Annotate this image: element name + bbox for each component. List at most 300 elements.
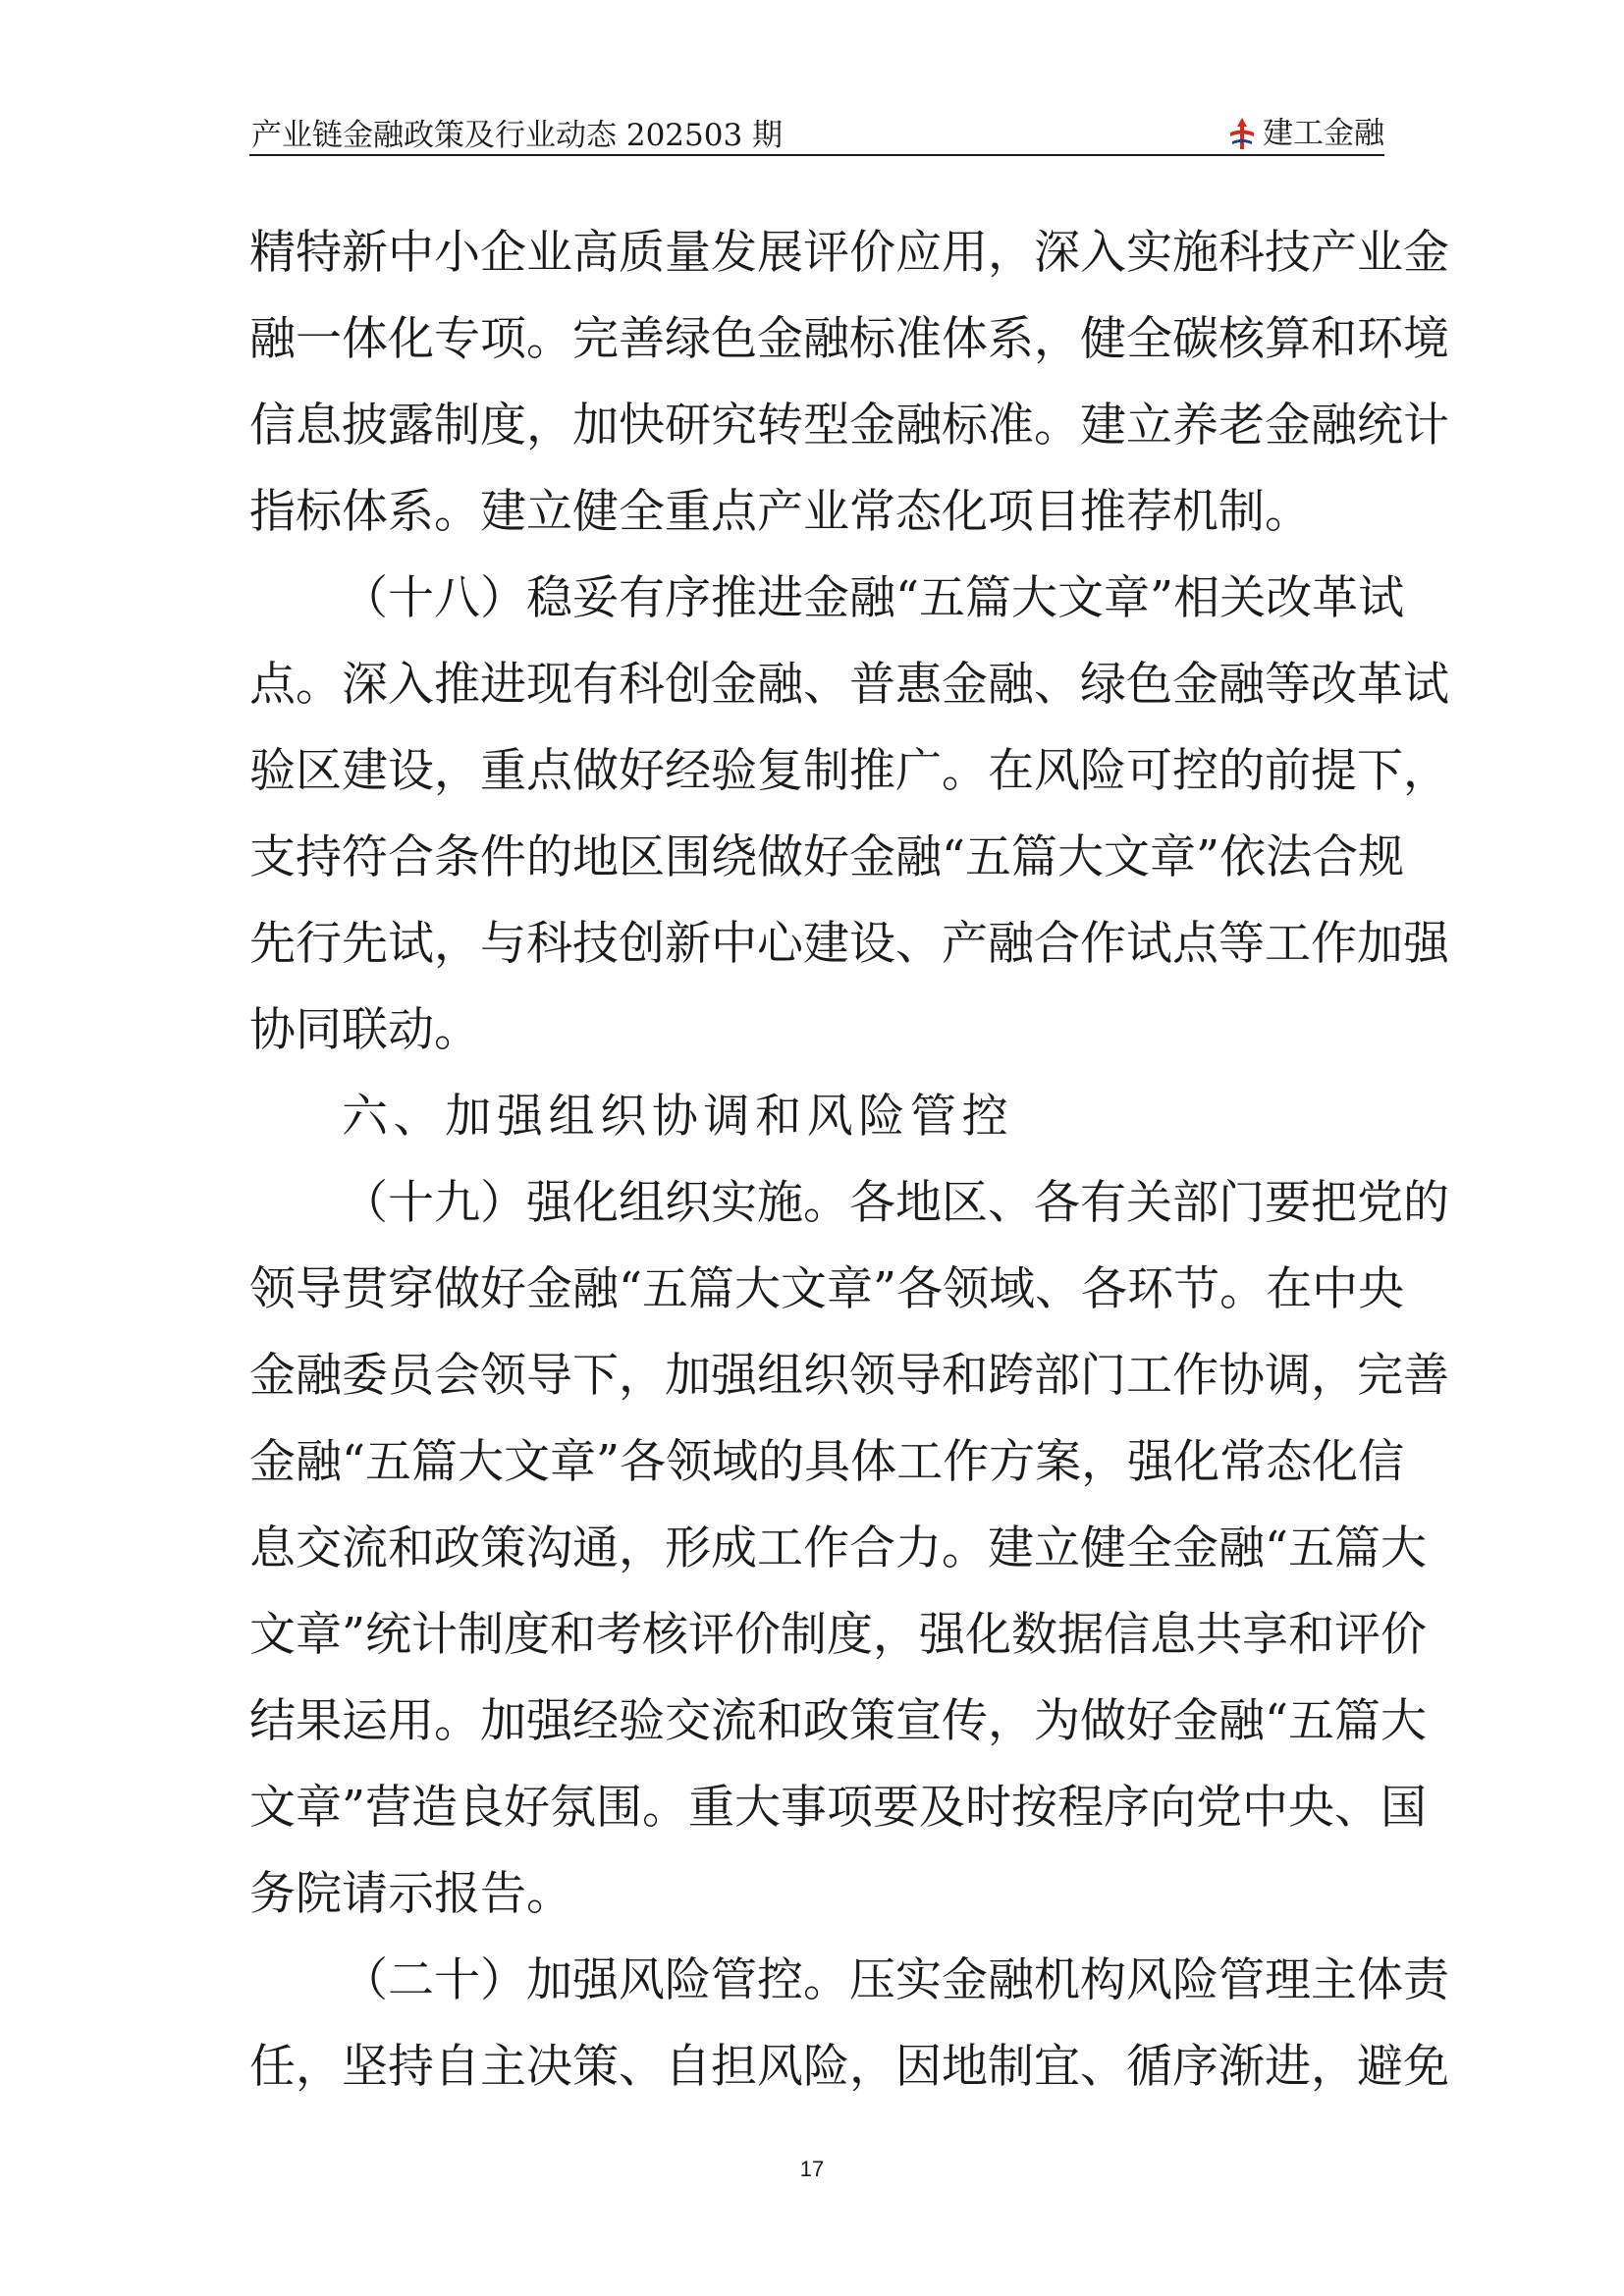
text-glyph: 风 <box>757 2040 803 2094</box>
text-glyph: 门 <box>1080 1349 1126 1403</box>
text-glyph: 惠 <box>895 658 942 712</box>
text-glyph: 融 <box>988 658 1034 712</box>
text-glyph: 统 <box>365 1608 412 1662</box>
text-glyph: 用 <box>388 1694 434 1748</box>
text-glyph: 章 <box>1150 830 1197 884</box>
text-glyph: 交 <box>665 1694 711 1748</box>
text-glyph: 风 <box>1034 744 1080 798</box>
text-glyph: 据 <box>1057 1608 1105 1662</box>
text-glyph: 、 <box>1080 2040 1126 2094</box>
text-glyph: 、 <box>1334 1781 1381 1835</box>
text-glyph: 领 <box>943 1262 990 1316</box>
text-glyph: 健 <box>1080 1522 1126 1575</box>
text-glyph: 组 <box>757 1349 803 1403</box>
text-glyph: 风 <box>1126 1953 1172 2007</box>
text-glyph: 用 <box>942 226 988 280</box>
text-glyph: 特 <box>296 226 342 280</box>
text-glyph: 区 <box>296 744 342 798</box>
text-glyph: 文 <box>249 1608 296 1662</box>
text-glyph: “ <box>342 1435 366 1489</box>
text-glyph: 中 <box>1312 1262 1359 1316</box>
text-glyph: 党 <box>1196 1781 1243 1835</box>
text-glyph: 标 <box>849 312 895 366</box>
text-glyph: 八 <box>434 571 480 625</box>
text-glyph: 绿 <box>665 312 711 366</box>
text-glyph: 产 <box>942 917 988 971</box>
text-glyph: 沟 <box>526 1522 572 1575</box>
text-glyph: 各 <box>620 1435 667 1489</box>
text-glyph: 化 <box>388 312 434 366</box>
text-glyph: ， <box>526 399 572 453</box>
text-glyph: ” <box>873 1262 897 1316</box>
text-glyph: （ <box>342 571 388 625</box>
text-glyph: 融 <box>849 571 895 625</box>
text-glyph: 九 <box>434 1176 480 1230</box>
text-glyph: 主 <box>1311 1953 1357 2007</box>
text-glyph: 创 <box>619 917 665 971</box>
text-glyph: 的 <box>758 1435 805 1489</box>
text-glyph: 养 <box>1172 399 1218 453</box>
text-glyph: 五 <box>1288 1522 1335 1575</box>
text-glyph: 章 <box>1104 571 1151 625</box>
text-glyph: 宜 <box>1034 2040 1080 2094</box>
text-glyph: 快 <box>619 399 665 453</box>
text-glyph: 型 <box>803 399 849 453</box>
text-glyph: 披 <box>342 399 388 453</box>
text-glyph: 制 <box>988 2040 1034 2094</box>
text-glyph: 合 <box>388 830 434 884</box>
text-glyph: 评 <box>1334 1608 1381 1662</box>
text-glyph: 五 <box>365 1435 412 1489</box>
text-glyph: 织 <box>803 1349 849 1403</box>
text-glyph: 策 <box>572 2040 619 2094</box>
text-glyph: 做 <box>757 830 803 884</box>
text-glyph: 革 <box>1357 658 1403 712</box>
text-glyph: 大 <box>1380 1694 1428 1748</box>
text-glyph: 设 <box>388 744 434 798</box>
text-glyph: 金 <box>249 1349 296 1403</box>
text-glyph: 大 <box>1011 571 1058 625</box>
text-glyph: 数 <box>1011 1608 1058 1662</box>
text-glyph: 考 <box>596 1608 643 1662</box>
text-glyph: 高 <box>572 226 619 280</box>
text-glyph: 强 <box>526 1694 572 1748</box>
text-glyph: 妥 <box>572 571 619 625</box>
text-glyph: 一 <box>296 312 342 366</box>
text-glyph: 精 <box>249 226 296 280</box>
text-glyph: 、 <box>895 917 942 971</box>
text-glyph: 门 <box>1218 1176 1265 1230</box>
text-glyph: 金 <box>803 571 849 625</box>
text-glyph: 建 <box>988 1522 1034 1575</box>
text-glyph: 金 <box>1265 399 1311 453</box>
text-glyph: 先 <box>249 917 296 971</box>
text-glyph: 环 <box>1357 312 1403 366</box>
text-line <box>249 728 1449 815</box>
text-glyph: 、 <box>803 658 849 712</box>
text-glyph: 加 <box>572 399 619 453</box>
text-glyph: 通 <box>572 1522 619 1575</box>
text-line <box>249 988 1384 1074</box>
text-glyph: 展 <box>757 226 803 280</box>
text-glyph: 领 <box>249 1262 296 1316</box>
text-glyph: 相 <box>1173 571 1220 625</box>
text-glyph: 节 <box>1173 1262 1220 1316</box>
text-glyph: 息 <box>249 1522 296 1575</box>
text-glyph: 计 <box>1403 399 1449 453</box>
text-glyph: 金 <box>849 830 895 884</box>
text-glyph: 善 <box>1403 1349 1449 1403</box>
text-glyph: 和 <box>1288 1608 1335 1662</box>
text-glyph: 与 <box>480 917 526 971</box>
text-glyph: 围 <box>596 1781 643 1835</box>
text-glyph: ， <box>1034 312 1080 366</box>
text-glyph: 篇 <box>1334 1694 1381 1748</box>
text-glyph: 区 <box>942 1176 988 1230</box>
text-glyph: 强 <box>1403 917 1449 971</box>
text-glyph: 融 <box>988 917 1034 971</box>
text-glyph: 进 <box>757 571 803 625</box>
text-glyph: 体 <box>850 1435 897 1489</box>
text-glyph: 依 <box>1219 830 1267 884</box>
text-glyph: 建 <box>1080 399 1126 453</box>
text-glyph: 央 <box>1358 1262 1405 1316</box>
text-glyph: 金 <box>249 1435 296 1489</box>
text-glyph: 息 <box>296 399 342 453</box>
text-glyph: ） <box>480 1953 526 2007</box>
text-glyph: 。 <box>1219 1262 1267 1316</box>
text-glyph: 立 <box>1034 1522 1080 1575</box>
text-glyph: 管 <box>1218 1953 1265 2007</box>
text-glyph: 。 <box>942 1522 988 1575</box>
text-glyph: 重 <box>480 744 526 798</box>
text-glyph: ， <box>1311 2040 1357 2094</box>
text-glyph: 融 <box>296 1435 342 1489</box>
text-glyph: 试 <box>1126 917 1172 971</box>
text-glyph: 进 <box>1265 2040 1311 2094</box>
text-glyph: 机 <box>1034 1953 1080 2007</box>
text-glyph: 关 <box>1219 571 1267 625</box>
text-glyph: 运 <box>342 1694 388 1748</box>
text-glyph: 入 <box>1080 226 1126 280</box>
text-glyph: 氛 <box>550 1781 597 1835</box>
text-glyph: 。 <box>296 658 342 712</box>
text-line <box>249 815 1405 901</box>
text-glyph: 围 <box>665 830 711 884</box>
text-line <box>249 1419 1405 1506</box>
text-glyph: 域 <box>989 1262 1036 1316</box>
text-glyph: 持 <box>296 830 342 884</box>
text-glyph: 量 <box>665 226 711 280</box>
text-glyph: 地 <box>895 1176 942 1230</box>
text-glyph: 体 <box>342 312 388 366</box>
text-glyph: 强 <box>526 1176 572 1230</box>
text-glyph: 策 <box>480 1522 526 1575</box>
text-glyph: 普 <box>849 658 895 712</box>
section-heading-text: 六、加强组织协调和风险管控 <box>342 1090 1014 1144</box>
text-glyph: 大 <box>734 1781 782 1835</box>
text-glyph: 工 <box>896 1435 944 1489</box>
text-glyph: 协 <box>1218 1349 1265 1403</box>
text-glyph: 和 <box>942 1349 988 1403</box>
text-glyph: 文 <box>781 1262 828 1316</box>
text-glyph: 下 <box>572 1349 619 1403</box>
text-glyph: 融 <box>895 399 942 453</box>
text-glyph: 管 <box>711 1953 757 2007</box>
text-glyph: 作 <box>1172 1349 1218 1403</box>
text-glyph: 十 <box>434 1953 480 2007</box>
text-glyph: 符 <box>342 830 388 884</box>
text-glyph: 自 <box>434 2040 480 2094</box>
text-glyph: 险 <box>1080 744 1126 798</box>
text-glyph: 导 <box>895 1349 942 1403</box>
text-glyph: 方 <box>989 1435 1036 1489</box>
text-glyph: 做 <box>572 744 619 798</box>
text-glyph: 施 <box>1172 226 1218 280</box>
text-line-content: 协同联动。 <box>249 1003 480 1057</box>
text-glyph: 科 <box>526 917 572 971</box>
text-glyph: 强 <box>711 1349 757 1403</box>
text-glyph: 工 <box>1126 1349 1172 1403</box>
text-glyph: 科 <box>1218 226 1265 280</box>
text-glyph: 域 <box>712 1435 759 1489</box>
text-line <box>249 1765 1428 1851</box>
text-glyph: 完 <box>572 312 619 366</box>
text-glyph: 强 <box>1127 1435 1174 1489</box>
text-glyph: 章 <box>296 1608 342 1662</box>
text-glyph: 中 <box>711 917 757 971</box>
text-glyph: 健 <box>1080 312 1126 366</box>
text-glyph: 控 <box>757 1953 803 2007</box>
text-glyph: 加 <box>480 1694 526 1748</box>
text-glyph: 调 <box>1265 1349 1311 1403</box>
text-glyph: 计 <box>411 1608 459 1662</box>
text-glyph: 深 <box>342 658 388 712</box>
text-glyph: 技 <box>572 917 619 971</box>
text-glyph: 研 <box>665 399 711 453</box>
text-glyph: 章 <box>827 1262 874 1316</box>
text-glyph: 险 <box>665 1953 711 2007</box>
text-glyph: 项 <box>827 1781 874 1835</box>
text-glyph: 的 <box>1403 1176 1449 1230</box>
text-glyph: 绕 <box>711 830 757 884</box>
text-glyph: 加 <box>1357 917 1403 971</box>
text-glyph: 中 <box>1242 1781 1289 1835</box>
text-glyph: 好 <box>619 744 665 798</box>
text-glyph: 经 <box>572 1694 619 1748</box>
text-glyph: 广 <box>895 744 942 798</box>
text-glyph: 要 <box>1265 1176 1311 1230</box>
text-glyph: 传 <box>942 1694 988 1748</box>
text-glyph: 篇 <box>411 1435 459 1489</box>
text-line <box>249 469 1384 556</box>
text-glyph: 避 <box>1357 2040 1403 2094</box>
text-glyph: 等 <box>1218 917 1265 971</box>
text-glyph: 各 <box>1081 1262 1128 1316</box>
text-glyph: 信 <box>1104 1608 1151 1662</box>
header-title: 产业链金融政策及行业动态 202503 期 <box>251 118 784 153</box>
text-glyph: 压 <box>849 1953 895 2007</box>
text-glyph: 金 <box>942 658 988 712</box>
text-glyph: 和 <box>388 1522 434 1575</box>
section-heading <box>249 1074 1384 1160</box>
text-glyph: 工 <box>757 1522 803 1575</box>
text-glyph: 穿 <box>388 1262 434 1316</box>
text-glyph: 信 <box>1358 1435 1405 1489</box>
text-glyph: 点 <box>526 744 572 798</box>
text-glyph: 融 <box>895 830 942 884</box>
text-glyph: 业 <box>1357 226 1403 280</box>
text-glyph: 理 <box>1265 1953 1311 2007</box>
text-glyph: 持 <box>388 2040 434 2094</box>
text-glyph: 地 <box>572 830 619 884</box>
text-glyph: 跨 <box>988 1349 1034 1403</box>
text-glyph: 各 <box>849 1176 895 1230</box>
text-glyph: “ <box>942 830 966 884</box>
text-glyph: 。 <box>434 1694 480 1748</box>
text-glyph: 评 <box>688 1608 735 1662</box>
text-line <box>249 1506 1428 1592</box>
text-glyph: 员 <box>388 1349 434 1403</box>
text-glyph: 化 <box>965 1608 1012 1662</box>
text-glyph: “ <box>1265 1522 1289 1575</box>
text-glyph: 营 <box>365 1781 412 1835</box>
text-glyph: 法 <box>1266 830 1313 884</box>
text-glyph: 绿 <box>1080 658 1126 712</box>
text-line <box>249 1333 1449 1419</box>
text-glyph: 导 <box>526 1349 572 1403</box>
text-glyph: 试 <box>1358 571 1405 625</box>
text-glyph: 中 <box>388 226 434 280</box>
text-glyph: 推 <box>711 571 757 625</box>
text-glyph: 标 <box>942 399 988 453</box>
text-glyph: 规 <box>1358 830 1405 884</box>
text-glyph: 文 <box>249 1781 296 1835</box>
text-glyph: （ <box>342 1176 388 1230</box>
text-glyph: ， <box>296 2040 342 2094</box>
text-glyph: 具 <box>804 1435 851 1489</box>
text-glyph: 金 <box>1172 658 1218 712</box>
text-glyph: 融 <box>296 1349 342 1403</box>
text-glyph: 算 <box>1265 312 1311 366</box>
text-glyph: ” <box>1150 571 1174 625</box>
text-glyph: 融 <box>1218 1694 1265 1748</box>
text-glyph: ” <box>1196 830 1220 884</box>
text-glyph: 信 <box>249 399 296 453</box>
text-glyph: 实 <box>711 1176 757 1230</box>
text-glyph: 领 <box>666 1435 713 1489</box>
text-glyph: 核 <box>1218 312 1265 366</box>
text-glyph: 在 <box>1266 1262 1313 1316</box>
text-glyph: 有 <box>1080 1176 1126 1230</box>
text-glyph: 作 <box>803 1522 849 1575</box>
text-glyph: 入 <box>388 658 434 712</box>
text-glyph: 建 <box>342 744 388 798</box>
text-line <box>249 1247 1405 1333</box>
brand <box>1227 114 1384 153</box>
text-glyph: 评 <box>803 226 849 280</box>
text-glyph: 制 <box>781 1608 828 1662</box>
text-glyph: 决 <box>526 2040 572 2094</box>
text-glyph: 态 <box>1266 1435 1313 1489</box>
text-glyph: “ <box>619 1262 643 1316</box>
text-glyph: 责 <box>1403 1953 1449 2007</box>
text-glyph: 按 <box>1011 1781 1058 1835</box>
text-glyph: 把 <box>1311 1176 1357 1230</box>
text-glyph: 件 <box>480 830 526 884</box>
text-glyph: 融 <box>1218 658 1265 712</box>
text-glyph: 金 <box>757 312 803 366</box>
text-glyph: 碳 <box>1172 312 1218 366</box>
text-glyph: 、 <box>1035 1262 1082 1316</box>
text-glyph: 大 <box>1057 830 1105 884</box>
text-glyph: ， <box>434 744 480 798</box>
text-line <box>249 1851 1384 1938</box>
text-glyph: 立 <box>1126 399 1172 453</box>
text-glyph: 。 <box>942 744 988 798</box>
text-glyph: 金 <box>942 1953 988 2007</box>
text-glyph: 心 <box>757 917 803 971</box>
text-glyph: 完 <box>1357 1349 1403 1403</box>
text-glyph: 制 <box>803 744 849 798</box>
text-glyph: 质 <box>619 226 665 280</box>
text-glyph: 渐 <box>1218 2040 1265 2094</box>
text-line <box>249 383 1449 469</box>
text-glyph: 加 <box>526 1953 572 2007</box>
text-glyph: 价 <box>849 226 895 280</box>
text-glyph: 新 <box>665 917 711 971</box>
text-glyph: ， <box>1311 1349 1357 1403</box>
text-glyph: ， <box>619 1522 665 1575</box>
text-glyph: 构 <box>1080 1953 1126 2007</box>
text-glyph: 重 <box>688 1781 735 1835</box>
text-glyph: 合 <box>1034 917 1080 971</box>
paragraph-start-line <box>249 1160 1449 1247</box>
text-glyph: 篇 <box>688 1262 735 1316</box>
text-glyph: ， <box>849 2040 895 2094</box>
text-glyph: 提 <box>1311 744 1357 798</box>
text-glyph: 导 <box>296 1262 342 1316</box>
text-glyph: 新 <box>342 226 388 280</box>
text-glyph: 委 <box>342 1349 388 1403</box>
text-glyph: 价 <box>1380 1608 1428 1662</box>
text-glyph: 组 <box>619 1176 665 1230</box>
text-glyph: 序 <box>665 571 711 625</box>
text-glyph: 验 <box>619 1694 665 1748</box>
brand-name: 建工金融 <box>1263 116 1384 151</box>
text-glyph: 制 <box>458 1608 505 1662</box>
text-glyph: 的 <box>1218 744 1265 798</box>
paragraph-start-line <box>249 1938 1449 2024</box>
text-glyph: 二 <box>388 1953 434 2007</box>
text-glyph: 控 <box>1172 744 1218 798</box>
text-glyph: 建 <box>803 917 849 971</box>
text-glyph: 好 <box>1126 1694 1172 1748</box>
text-glyph: 大 <box>734 1262 782 1316</box>
text-glyph: 成 <box>711 1522 757 1575</box>
text-glyph: 产 <box>1311 226 1357 280</box>
text-glyph: 推 <box>849 744 895 798</box>
text-line <box>249 1592 1428 1679</box>
paragraph-start-line <box>249 556 1405 642</box>
text-glyph: ” <box>596 1435 621 1489</box>
text-glyph: 做 <box>1080 1694 1126 1748</box>
text-glyph: 各 <box>896 1262 944 1316</box>
page-number: 17 <box>799 2157 825 2181</box>
text-glyph: 地 <box>942 2040 988 2094</box>
text-glyph: 融 <box>572 1262 619 1316</box>
text-glyph: 色 <box>1126 658 1172 712</box>
